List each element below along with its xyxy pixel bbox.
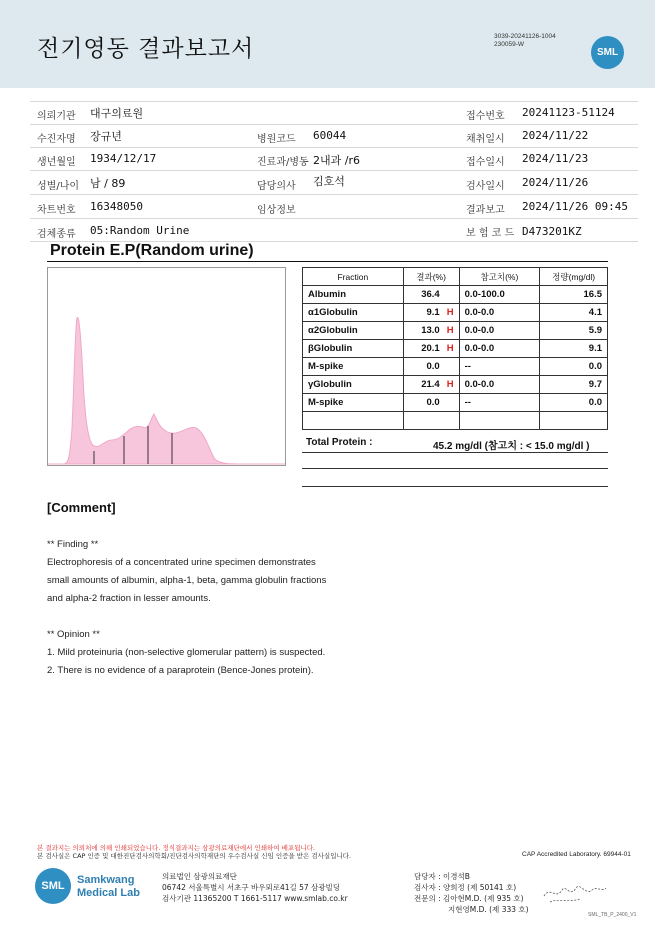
fraction-result [403,322,459,340]
info-divider [30,124,638,125]
fraction-result [403,412,459,430]
footer-contact: 검사기관 11365200 T 1661-5117 www.smlab.co.kr [162,894,348,903]
fraction-reference: 0.0-0.0 [459,340,540,358]
sex-age-label: 성별/나이 [37,181,80,192]
comment-line: ** Opinion ** [47,629,100,640]
receipt-no-value: 20241123-51124 [522,106,615,119]
comment-line: 2. There is no evidence of a paraprotein (Bence-Jones protein). [47,665,314,676]
sml-logo-icon: SML [591,36,624,69]
comment-line: 1. Mild proteinuria (non-selective glomerular pattern) is suspected. [47,647,326,658]
table-header-row [303,268,608,286]
fraction-table [302,267,608,430]
collect-date-label: 채취일시 [466,134,505,145]
fraction-result-value: 36.4 [421,289,440,300]
comment-line: Electrophoresis of a concentrated urine specimen demonstrates [47,557,316,568]
fraction-name: α1Globulin [303,304,404,322]
insurance-label: 보 험 코 드 [466,228,515,239]
info-divider [30,218,638,219]
cap-accreditation: CAP Accredited Laboratory. 69944-01 [522,851,631,858]
fraction-name: M-spike [303,358,404,376]
clinical-label: 임상정보 [257,205,296,216]
col-fraction-header: Fraction [303,268,404,286]
high-flag: H [446,343,454,354]
total-protein-divider [302,452,608,453]
col-result-header: 결과(%) [403,268,459,286]
fraction-amount: 9.7 [540,376,608,394]
total-protein-divider [302,468,608,469]
receipt-no-label: 접수번호 [466,111,505,122]
institution-value: 대구의료원 [90,107,144,120]
fraction-name [303,412,404,430]
report-title: 전기영동 결과보고서 [37,36,255,62]
fraction-reference: -- [459,394,540,412]
table-row [303,412,608,430]
report-date-value: 2024/11/26 09:45 [522,200,628,213]
table-row [303,394,608,412]
footer-logo-subname: Medical Lab [77,887,140,899]
test-date-label: 검사일시 [466,181,505,192]
staff-specialist-2: 지현영M.D. (제 333 호) [448,905,529,914]
high-flag: H [446,307,454,318]
staff-manager: 담당자 : 이경석B [414,872,470,881]
table-row [303,286,608,304]
total-protein-label: Total Protein : [306,437,373,448]
header-code-2: 230059-W [494,41,524,48]
fraction-reference: 0.0-0.0 [459,322,540,340]
hospital-code-label: 병원코드 [257,134,296,145]
staff-tester: 검사자 : 양희정 (제 50141 호) [414,883,517,892]
section-title-underline [47,261,608,262]
col-amount-header: 정량(mg/dl) [540,268,608,286]
fraction-amount: 16.5 [540,286,608,304]
info-divider [30,194,638,195]
fraction-name: βGlobulin [303,340,404,358]
electrophoresis-graph [47,267,286,466]
fraction-result-value: 9.1 [426,307,440,318]
fraction-result [403,340,459,358]
collect-date-value: 2024/11/22 [522,129,589,142]
info-divider [30,170,638,171]
total-protein-value: 45.2 mg/dl (참고치 : < 15.0 mg/dl ) [433,441,590,452]
high-flag: H [446,325,454,336]
sex-age-value: 남 / 89 [90,177,126,190]
fraction-result-value: 0.0 [426,361,440,372]
fraction-result-value: 20.1 [421,343,440,354]
fraction-name: α2Globulin [303,322,404,340]
fraction-reference: 0.0-100.0 [459,286,540,304]
col-ref-header: 참고치(%) [459,268,540,286]
fraction-result-value: 13.0 [421,325,440,336]
patient-label: 수진자명 [37,134,76,145]
fraction-reference: 0.0-0.0 [459,376,540,394]
dept-label: 진료과/병동 [257,157,309,168]
form-code: SML_TB_P_2400_V1 [588,912,637,918]
specimen-label: 검체종류 [37,229,76,240]
high-flag: H [446,379,454,390]
fraction-reference [459,412,540,430]
fraction-amount: 0.0 [540,358,608,376]
fraction-result [403,286,459,304]
doctor-label: 담당의사 [257,181,296,192]
comment-line: small amounts of albumin, alpha-1, beta, gamma globulin fractions [47,575,327,586]
table-row [303,358,608,376]
fraction-amount: 5.9 [540,322,608,340]
fraction-result-value: 0.0 [426,397,440,408]
fraction-amount: 0.0 [540,394,608,412]
footer-logo-name: Samkwang [77,874,135,886]
comment-line: ** Finding ** [47,539,99,550]
fraction-result [403,358,459,376]
table-row [303,322,608,340]
table-row [303,304,608,322]
accreditation-note: 본 검사실은 CAP 인증 및 대한진단검사의학회/진단검사의학재단의 우수검사실 신임 인증을 받은 검사실입니다. [37,852,352,860]
receive-date-value: 2024/11/23 [522,152,589,165]
institution-label: 의뢰기관 [37,111,76,122]
chart-no-label: 차트번호 [37,205,76,216]
hospital-code-value: 60044 [313,129,347,142]
table-row [303,376,608,394]
dept-value: 2내과 /r6 [313,154,360,167]
fraction-amount [540,412,608,430]
test-date-value: 2024/11/26 [522,176,589,189]
electrophoresis-curve-fill [48,317,285,464]
info-divider [30,101,638,102]
signature-icon [540,876,610,906]
footer-org: 의료법인 삼광의료재단 [162,872,237,881]
patient-value: 장규년 [90,130,122,143]
print-notice: 본 결과지는 의뢰처에 의해 인쇄되었습니다. 정식결과지는 삼광의료재단에서 인쇄하여 배포됩니다. [37,844,316,852]
fraction-result [403,304,459,322]
doctor-value: 김호석 [313,175,345,188]
chart-no-value: 16348050 [90,200,143,213]
report-date-label: 결과보고 [466,205,505,216]
birth-value: 1934/12/17 [90,152,157,165]
birth-label: 생년월일 [37,157,76,168]
info-divider [30,147,638,148]
header-code-1: 3039-20241126-1004 [494,33,556,40]
specimen-value: 05:Random Urine [90,224,190,237]
insurance-value: D473201KZ [522,225,582,238]
staff-specialist-1: 전문의 : 김아현M.D. (제 935 호) [414,894,524,903]
fraction-name: γGlobulin [303,376,404,394]
fraction-reference: 0.0-0.0 [459,304,540,322]
fraction-amount: 4.1 [540,304,608,322]
fraction-result-value: 21.4 [421,379,440,390]
fraction-name: Albumin [303,286,404,304]
fraction-result [403,376,459,394]
fraction-name: M-spike [303,394,404,412]
fraction-result [403,394,459,412]
receive-date-label: 접수일시 [466,157,505,168]
footer-logo-icon: SML [35,868,71,904]
table-row [303,340,608,358]
total-protein-divider [302,486,608,487]
section-title: Protein E.P(Random urine) [50,242,254,259]
comment-heading: [Comment] [47,500,116,515]
fraction-amount: 9.1 [540,340,608,358]
report-header [0,0,655,88]
comment-line: and alpha-2 fraction in lesser amounts. [47,593,211,604]
footer-address: 06742 서울특별시 서초구 바우뫼로41길 57 삼광빌딩 [162,883,341,892]
electrophoresis-curve [48,268,285,465]
fraction-reference: -- [459,358,540,376]
